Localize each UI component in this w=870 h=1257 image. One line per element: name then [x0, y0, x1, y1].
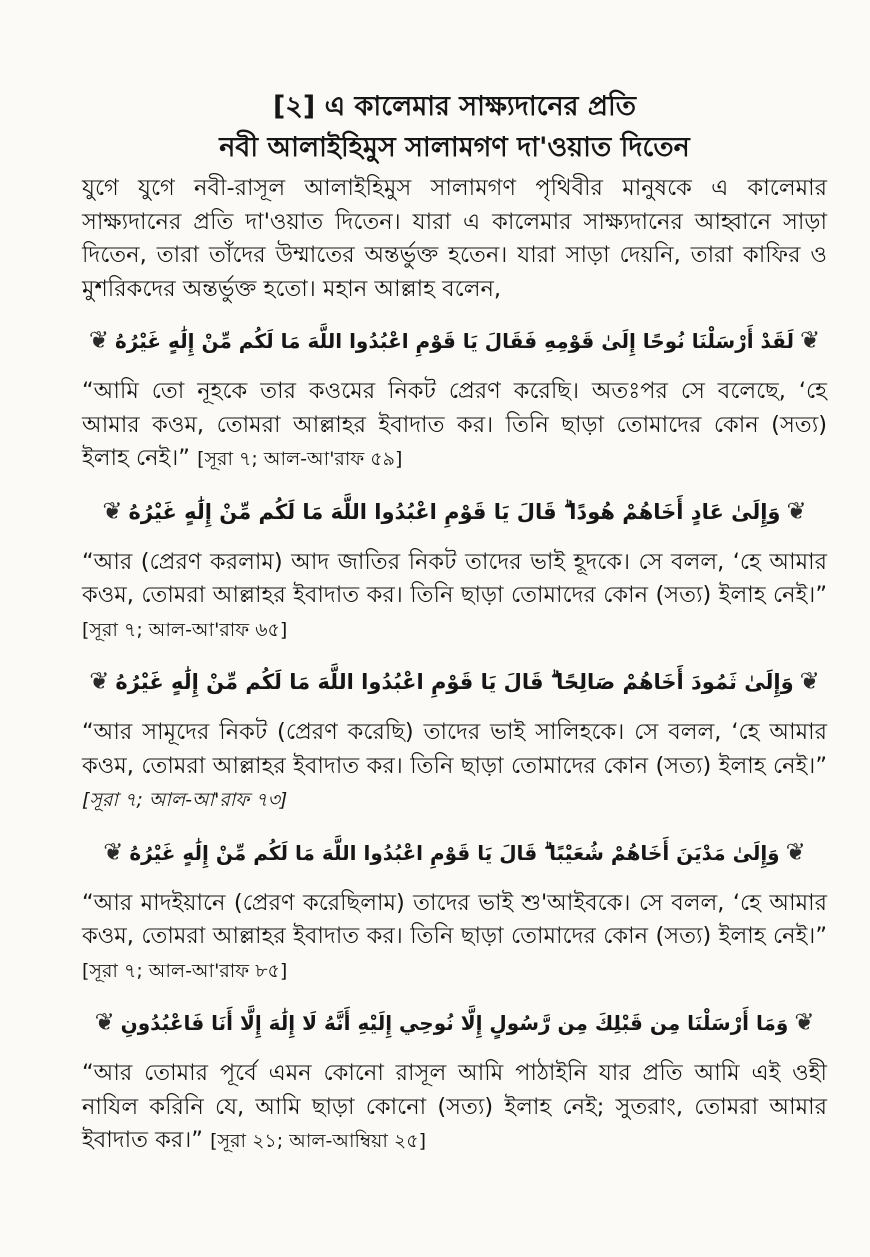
- heading-line-1: [২] এ কালেমার সাক্ষ্যদানের প্রতি: [272, 91, 637, 122]
- translation-3: [82, 716, 827, 818]
- translation-text: “আর সামূদের নিকট (প্রেরণ করেছি) তাদের ভাই সালিহকে। সে বলল, ‘হে আমার কওম, তোমরা আল্লাহর ইবাদাত কর। তিনি ছাড়া তোমাদের কোন (সত্য) ইলাহ নেই।”: [82, 719, 827, 779]
- ornament-icon: ❦: [89, 667, 110, 695]
- reference: [সূরা ২১; আল-আম্বিয়া ২৫]: [210, 1130, 427, 1152]
- ornament-icon: ❦: [785, 837, 806, 866]
- translation-text: “আর তোমার পূর্বে এমন কোনো রাসূল আমি পাঠাইনি যার প্রতি আমি এই ওহী নাযিল করিনি যে, আমি ছাড়া কোনো (সত্য) ইলাহ নেই; সুতরাং, তোমরা আমার ইবাদাত কর।”: [82, 1060, 827, 1153]
- heading-line-2: নবী আলাইহিমুস সালামগণ দা'ওয়াত দিতেন: [219, 132, 690, 163]
- translation-1: [82, 375, 827, 477]
- reference: [সূরা ৭; আল-আ'রাফ ৫৯]: [197, 448, 403, 470]
- arabic-text: وَمَا أَرْسَلْنَا مِن قَبْلِكَ مِن رَّسُولٍ إِلَّا نُوحِي إِلَيْهِ أَنَّهُ لَا إِلَٰهَ إِلَّا أَنَا فَاعْبُدُونِ: [120, 1011, 789, 1035]
- translation-text: “আমি তো নূহকে তার কওমের নিকট প্রেরণ করেছি। অতঃপর সে বলেছে, ‘হে আমার কওম, তোমরা আল্লাহর ইবাদাত কর। তিনি ছাড়া তোমাদের কোন (সত্য) ইলাহ নেই।”: [82, 378, 827, 471]
- translation-5: [82, 1057, 827, 1159]
- arabic-text: وَإِلَىٰ ثَمُودَ أَخَاهُمْ صَالِحًا ۗ قَالَ يَا قَوْمِ اعْبُدُوا اللَّهَ مَا لَكُم مِّنْ إِلَٰهٍ غَيْرُهُ: [115, 670, 794, 694]
- reference: [সূরা ৭; আল-আ'রাফ ৭৩]: [82, 789, 288, 811]
- arabic-verse-1: [82, 318, 827, 363]
- arabic-verse-4: [82, 830, 827, 875]
- reference: [সূরা ৭; আল-আ'রাফ ৮৫]: [82, 959, 288, 982]
- arabic-verse-3: [82, 659, 827, 704]
- ornament-icon: ❦: [88, 326, 109, 354]
- ornament-icon: ❦: [794, 1008, 815, 1036]
- ornament-icon: ❦: [799, 667, 820, 695]
- arabic-verse-2: [82, 489, 827, 534]
- translation-text: “আর মাদইয়ানে (প্রেরণ করেছিলাম) তাদের ভাই শু'আইবকে। সে বলল, ‘হে আমার কওম, তোমরা আল্লাহর ইবাদাত কর। তিনি ছাড়া তোমাদের কোন (সত্য) ইলাহ নেই।”: [82, 889, 827, 949]
- arabic-verse-5: [82, 1000, 827, 1045]
- ornament-icon: ❦: [102, 496, 123, 525]
- intro-paragraph: যুগে যুগে নবী-রাসূল আলাইহিমুস সালামগণ পৃথিবীর মানুষকে এ কালেমার সাক্ষ্যদানের প্রতি দা'ওয়াত দিতেন। যারা এ কালেমার সাক্ষ্যদানের আহ্বানে সাড়া দিতেন, তারা তাঁদের উম্মাতের অন্তর্ভুক্ত হতেন। যারা সাড়া দেয়নি, তারা কাফির ও মুশরিকদের অন্তর্ভুক্ত হতো। মহান আল্লাহ বলেন,: [82, 175, 827, 302]
- ornament-icon: ❦: [94, 1008, 115, 1036]
- ornament-icon: ❦: [103, 837, 124, 866]
- arabic-text: وَإِلَىٰ عَادٍ أَخَاهُمْ هُودًا ۗ قَالَ يَا قَوْمِ اعْبُدُوا اللَّهَ مَا لَكُم مِّنْ إِلَٰهٍ غَيْرُهُ: [128, 499, 781, 524]
- arabic-text: لَقَدْ أَرْسَلْنَا نُوحًا إِلَىٰ قَوْمِهِ فَقَالَ يَا قَوْمِ اعْبُدُوا اللَّهَ مَا لَكُم مِّنْ إِلَٰهٍ غَيْرُهُ: [114, 329, 795, 353]
- ornament-icon: ❦: [786, 496, 807, 525]
- arabic-text: وَإِلَىٰ مَدْيَنَ أَخَاهُمْ شُعَيْبًا ۗ قَالَ يَا قَوْمِ اعْبُدُوا اللَّهَ مَا لَكُم مِّنْ إِلَٰهٍ غَيْرُهُ: [129, 840, 780, 865]
- translation-4: [82, 887, 827, 989]
- ornament-icon: ❦: [800, 326, 821, 354]
- translation-text: “আর (প্রেরণ করলাম) আদ জাতির নিকট তাদের ভাই হূদকে। সে বলল, ‘হে আমার কওম, তোমরা আল্লাহর ইবাদাত কর। তিনি ছাড়া তোমাদের কোন (সত্য) ইলাহ নেই।”: [82, 548, 827, 608]
- translation-2: [82, 546, 827, 648]
- section-heading: [82, 86, 827, 168]
- book-page: [82, 80, 827, 1240]
- reference: [সূরা ৭; আল-আ'রাফ ৬৫]: [82, 618, 288, 641]
